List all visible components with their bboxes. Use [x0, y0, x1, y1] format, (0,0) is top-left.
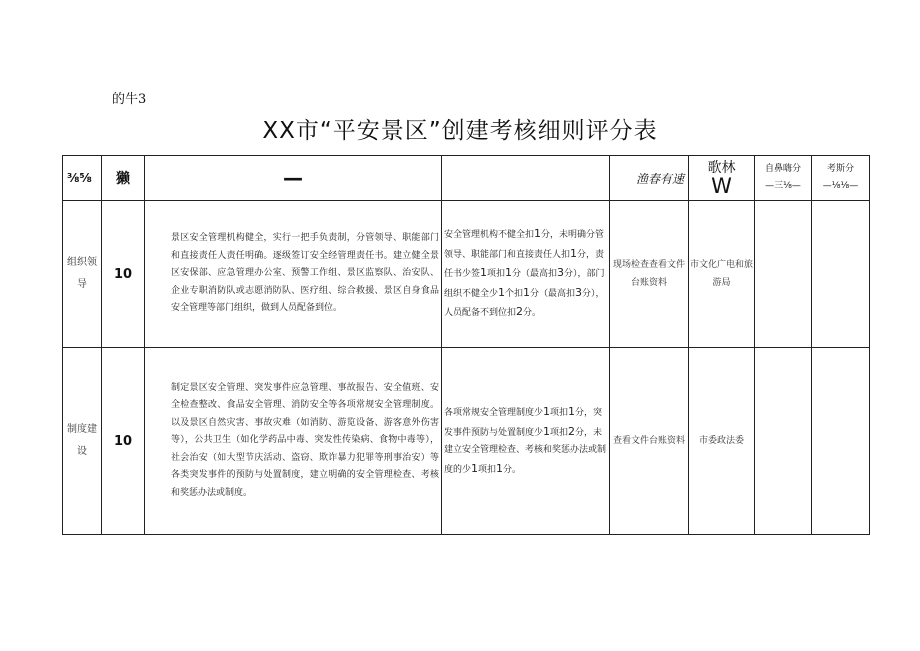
page-title: XX市“平安景区”创建考核细则评分表 — [262, 118, 658, 144]
content-text: 景区安全管理机构健全，实行一把手负责制，分管领导、职能部门和直接责任人责任明确。逐级签订安全经管理责任书。建立健全景区安保部、应急管理办公室、预警工作组、景区监察队、治安队、企业专职消防队或志愿消防队、医疗组、综合救援、景区自身食品安全管理等部门组织，做到人员配备到位。 — [171, 233, 439, 314]
content-cell — [145, 348, 442, 535]
unit-cell: 市文化广电和旅游局 — [689, 201, 755, 348]
criteria-cell — [442, 201, 610, 348]
header-eval-score — [812, 156, 870, 201]
score-cell: 10 — [102, 348, 145, 535]
table-row — [63, 201, 870, 348]
header-content: — — [145, 156, 442, 201]
header-type: ⅜⅝ — [63, 156, 102, 201]
scoring-table — [62, 155, 870, 535]
header-self-score-line1: 自鼻嗨分 — [764, 164, 801, 174]
eval-score-cell — [812, 348, 870, 535]
attachment-label: 的牛3 — [112, 92, 147, 107]
content-text: 制定景区安全管理、突发事件应急管理、事故报告、安全值班、安全检查整改、食品安全管理、消防安全等各项常规安全管理制度。以及景区自然灾害、事故灾难（如消防、游览设备、游客意外伤害等），公共卫生（如化学药品中毒、突发性传染病、食物中毒等），社会治安（如大型节庆活动、盗窃、欺诈暴力犯罪等刑事治安）等各类突发事件的预防与处置制度，建立明确的安全管理检查、考核和奖惩办法或制度。 — [171, 382, 439, 498]
header-criteria — [442, 156, 610, 201]
eval-score-cell — [812, 201, 870, 348]
self-score-cell — [755, 348, 812, 535]
criteria-text: 安全管理机构不健全扣1分，未明确分管领导、职能部门和直接责任人扣1分，责任书少签1项扣1分（最高扣3分），部门组织不健全少1个扣1分（最高扣3分），人员配备不到位扣2分。 — [444, 227, 605, 319]
header-score: 獭 — [102, 156, 145, 201]
header-self-score — [755, 156, 812, 201]
method-cell: 查看文件台账资料 — [610, 348, 689, 535]
category-cell: 制度建设 — [63, 348, 102, 535]
header-self-score-line2: —三⅛— — [765, 181, 801, 191]
header-unit-line1: 歌林 — [707, 160, 736, 176]
header-unit — [689, 156, 755, 201]
self-score-cell — [755, 201, 812, 348]
category-cell: 组织领导 — [63, 201, 102, 348]
score-cell: 10 — [102, 201, 145, 348]
criteria-text: 各项常规安全管理制度少1项扣1分，突发事件预防与处置制度少1项扣2分，未建立安全管理检查、考核和奖惩办法或制度的少1项扣1分。 — [444, 405, 607, 475]
content-cell — [145, 201, 442, 348]
header-eval-score-line2: —⅛⅛— — [822, 181, 859, 191]
method-cell: 现场检查查看文件台账资料 — [610, 201, 689, 348]
table-row — [63, 348, 870, 535]
header-unit-line2: W — [711, 174, 732, 198]
header-method: 渔春有速 — [610, 156, 689, 201]
header-eval-score-line1: 考斯分 — [826, 164, 854, 174]
unit-cell: 市委政法委 — [689, 348, 755, 535]
header-row — [63, 156, 870, 201]
criteria-cell — [442, 348, 610, 535]
